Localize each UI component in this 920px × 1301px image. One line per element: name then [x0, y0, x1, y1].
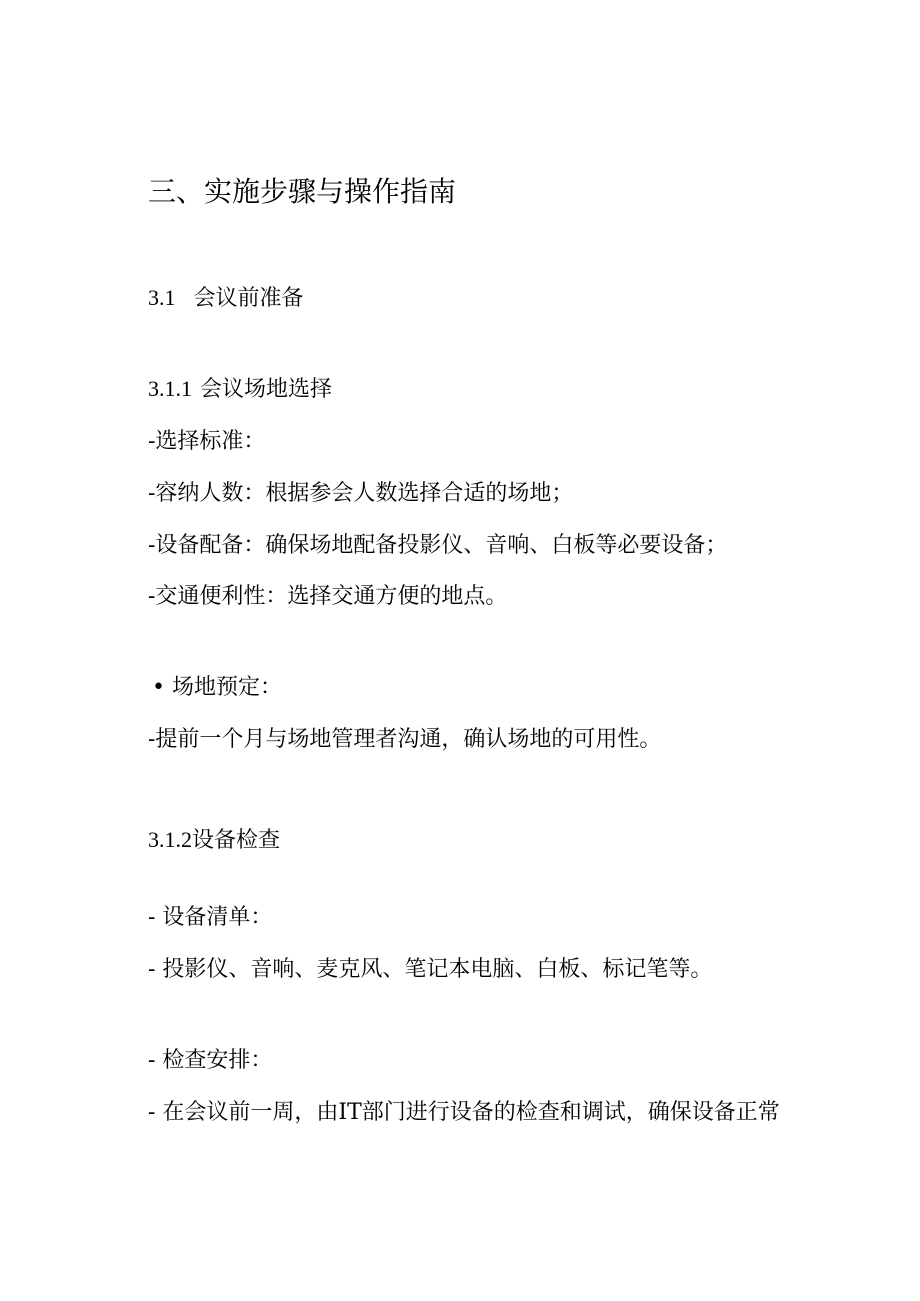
paragraph-line: - 投影仪、音响、麦克风、笔记本电脑、白板、标记笔等。 — [148, 957, 713, 982]
section-number: 3.1.2 — [148, 827, 192, 852]
paragraph-line: -交通便利性：选择交通方便的地点。 — [148, 584, 508, 609]
section-title: 设备检查 — [192, 828, 281, 853]
section-number: 3.1 — [148, 285, 176, 310]
bullet-item: • 场地预定： — [152, 675, 282, 700]
paragraph-line: - 设备清单： — [148, 905, 273, 930]
section-title: 会议场地选择 — [200, 377, 333, 402]
section-heading-3-1-1 — [148, 374, 332, 405]
paragraph-line: -容纳人数：根据参会人数选择合适的场地； — [148, 481, 574, 506]
paragraph-line: - 检查安排： — [148, 1048, 273, 1073]
section-heading-3-1 — [148, 283, 304, 314]
paragraph-line: -设备配备：确保场地配备投影仪、音响、白板等必要设备； — [148, 533, 728, 558]
page-title: 三、实施步骤与操作指南 — [148, 175, 457, 208]
paragraph-line: -提前一个月与场地管理者沟通，确认场地的可用性。 — [148, 727, 662, 752]
paragraph-line: -选择标准： — [148, 429, 266, 454]
section-heading-3-1-2 — [148, 825, 280, 856]
paragraph-line: - 在会议前一周，由IT部门进行设备的检查和调试，确保设备正常 — [148, 1100, 780, 1125]
section-number: 3.1.1 — [148, 376, 192, 401]
section-title: 会议前准备 — [193, 286, 304, 311]
